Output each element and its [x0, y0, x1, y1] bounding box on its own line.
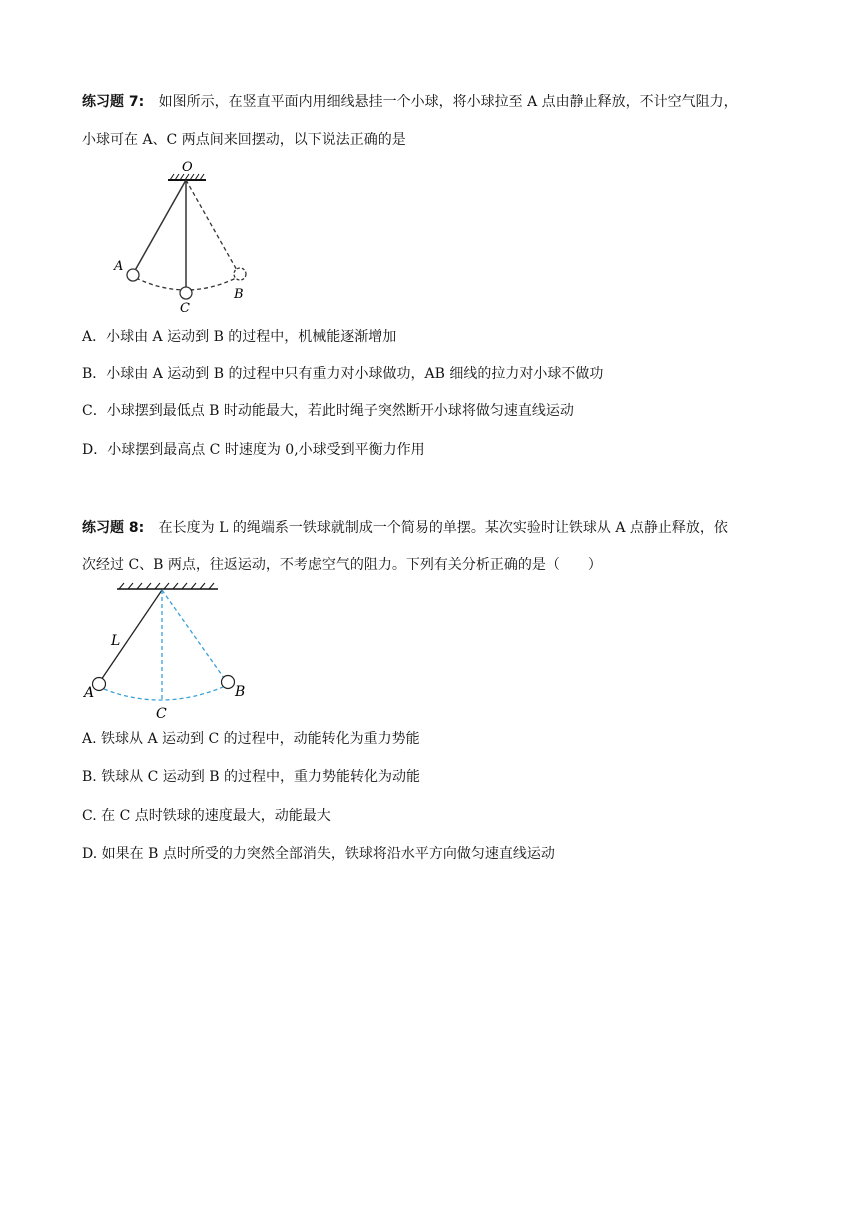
- q8-option-b: B. 铁球从 C 运动到 B 的过程中，重力势能转化为动能: [82, 769, 420, 785]
- q7-stem-line1: [82, 92, 738, 112]
- q7-option-a: A．小球由 A 运动到 B 的过程中，机械能逐渐增加: [82, 329, 397, 345]
- q7-label-a: A: [114, 259, 124, 274]
- q7-option-d: D．小球摆到最高点 C 时速度为 0,小球受到平衡力作用: [82, 442, 425, 458]
- q7-option-c: C．小球摆到最低点 B 时动能最大，若此时绳子突然断开小球将做匀速直线运动: [82, 403, 574, 419]
- q8-stem-line2: 次经过 C、B 两点，往返运动，不考虑空气的阻力。下列有关分析正确的是（ ）: [82, 557, 602, 573]
- q7-stem-line2: 小球可在 A、C 两点间来回摆动，以下说法正确的是: [82, 132, 406, 148]
- q8-label-c: C: [156, 706, 167, 722]
- q8-option-d: D. 如果在 B 点时所受的力突然全部消失，铁球将沿水平方向做匀速直线运动: [82, 846, 555, 862]
- q8-option-c: C. 在 C 点时铁球的速度最大，动能最大: [82, 808, 331, 824]
- q7-label-o: O: [182, 160, 193, 175]
- q8-label-b: B: [235, 684, 246, 700]
- q8-label: 练习题 8:: [82, 520, 145, 536]
- q7-label: 练习题 7:: [82, 94, 145, 110]
- q8-label-l: L: [111, 633, 121, 649]
- q7-label-b: B: [234, 287, 244, 302]
- q8-pendulum-figure: [82, 580, 282, 725]
- q7-option-b: B．小球由 A 运动到 B 的过程中只有重力对小球做功，AB 细线的拉力对小球不做功: [82, 366, 604, 382]
- q7-pendulum-figure: [100, 160, 270, 320]
- q7-label-c: C: [180, 301, 190, 316]
- q8-stem-line1: [82, 518, 728, 538]
- q8-label-a: A: [84, 685, 95, 701]
- q8-option-a: A. 铁球从 A 运动到 C 的过程中，动能转化为重力势能: [82, 731, 420, 747]
- q8-stem-text1: 在长度为 L 的绳端系一铁球就制成一个简易的单摆。某次实验时让铁球从 A 点静止释放，依: [158, 520, 728, 536]
- q7-stem-text1: 如图所示，在竖直平面内用细线悬挂一个小球，将小球拉至 A 点由静止释放，不计空气阻力，: [158, 94, 738, 110]
